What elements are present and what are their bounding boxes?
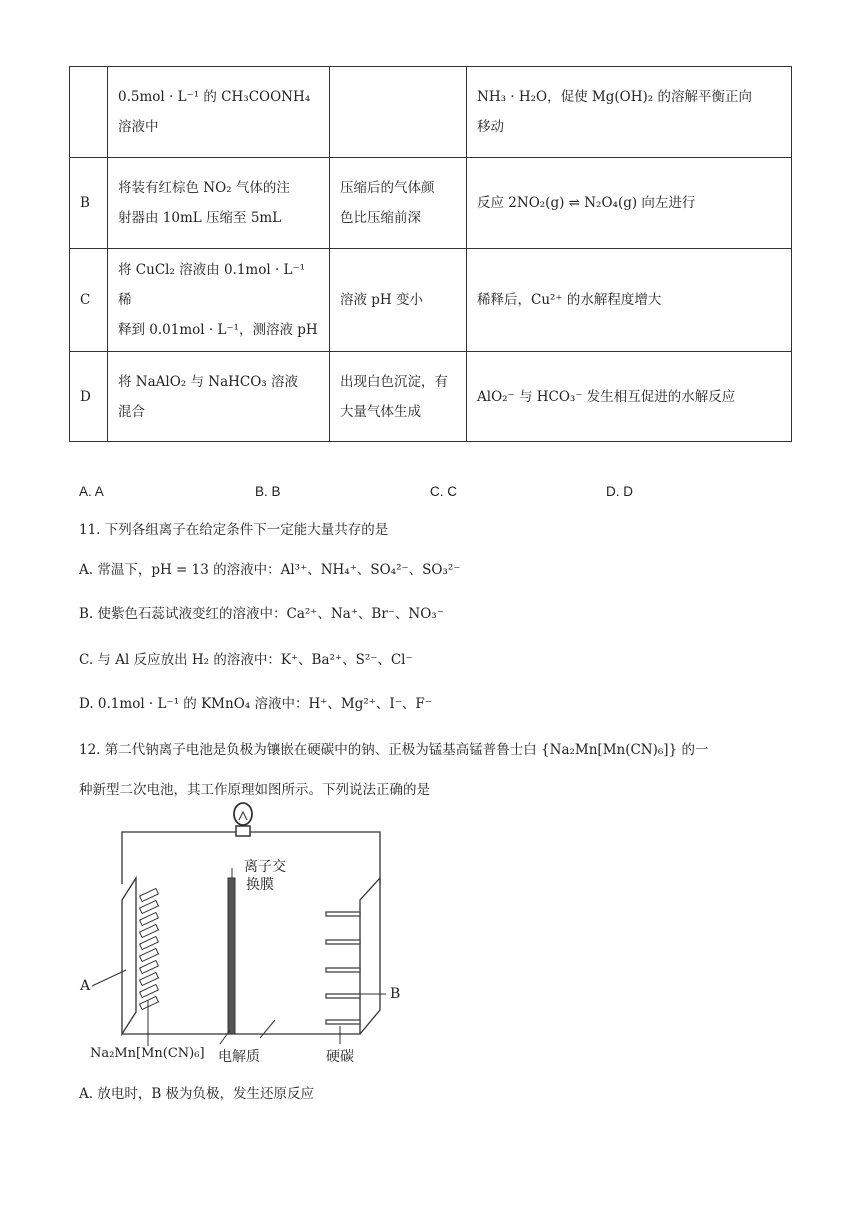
conclusion-cell: AlO₂⁻ 与 HCO₃⁻ 发生相互促进的水解反应 <box>467 352 792 442</box>
operation-line: 将装有红棕色 NO₂ 气体的注 <box>118 180 290 196</box>
conclusion-cell <box>467 67 792 158</box>
label-b: B <box>390 986 401 1002</box>
label-hard-carbon: 硬碳 <box>326 1049 354 1065</box>
operation-line: 射器由 10mL 压缩至 5mL <box>118 210 282 226</box>
conclusion-cell: 反应 2NO₂(g) ⇌ N₂O₄(g) 向左进行 <box>467 158 792 249</box>
table-row <box>70 67 792 158</box>
q11-option-d[interactable]: D. 0.1mol · L⁻¹ 的 KMnO₄ 溶液中：H⁺、Mg²⁺、I⁻、F⁻ <box>79 696 432 712</box>
phenomenon-cell <box>330 158 467 249</box>
option-c[interactable]: C. C <box>430 484 457 499</box>
operation-line: 将 CuCl₂ 溶液由 0.1mol · L⁻¹ 稀 <box>118 262 306 308</box>
operation-cell <box>108 352 330 442</box>
leader-line-electrolyte <box>220 1030 230 1044</box>
q11-option-a[interactable]: A. 常温下，pH = 13 的溶液中：Al³⁺、NH₄⁺、SO₄²⁻、SO₃²⁻ <box>79 562 461 578</box>
conclusion-line: NH₃ · H₂O，促使 Mg(OH)₂ 的溶解平衡正向 <box>477 89 752 105</box>
phenomenon-cell <box>330 67 467 158</box>
q12-stem-line2: 种新型二次电池，其工作原理如图所示。下列说法正确的是 <box>79 782 430 798</box>
phenomenon-line: 大量气体生成 <box>340 403 421 420</box>
conclusion-cell: 稀释后，Cu²⁺ 的水解程度增大 <box>467 249 792 352</box>
ion-exchange-membrane <box>228 878 235 1034</box>
row-label: D <box>70 352 108 442</box>
phenomenon-cell <box>330 352 467 442</box>
leader-line-a <box>92 970 126 986</box>
table-row <box>70 249 792 352</box>
option-a[interactable]: A. A <box>79 484 104 499</box>
option-d[interactable]: D. D <box>606 484 633 499</box>
q12-option-a[interactable]: A. 放电时，B 极为负极，发生还原反应 <box>79 1086 315 1102</box>
q11-stem: 11. 下列各组离子在给定条件下一定能大量共存的是 <box>79 522 389 538</box>
row-label: B <box>70 158 108 249</box>
row-label <box>70 67 108 158</box>
q12-stem-line1: 12. 第二代钠离子电池是负极为镶嵌在硬碳中的钠、正极为锰基高锰普鲁士白 {Na₂Mn[Mn(CN)₆]} 的一 <box>79 742 709 758</box>
q10-options <box>79 484 779 504</box>
operation-cell <box>108 158 330 249</box>
phenomenon-cell: 溶液 pH 变小 <box>330 249 467 352</box>
leader-line-electrolyte2 <box>260 1020 275 1038</box>
conclusion-line: 移动 <box>477 119 504 135</box>
battery-diagram <box>70 800 400 1070</box>
experiment-table <box>69 66 792 442</box>
phenomenon-line: 压缩后的气体颜 <box>340 180 435 196</box>
operation-cell <box>108 249 330 352</box>
electrolytic-cell <box>122 878 380 1034</box>
option-b[interactable]: B. B <box>255 484 281 499</box>
q11-option-b[interactable]: B. 使紫色石蕊试液变红的溶液中：Ca²⁺、Na⁺、Br⁻、NO₃⁻ <box>79 606 444 622</box>
phenomenon-line: 出现白色沉淀，有 <box>340 373 448 390</box>
row-label: C <box>70 249 108 352</box>
label-electrolyte: 电解质 <box>218 1049 260 1065</box>
operation-cell <box>108 67 330 158</box>
operation-line: 释到 0.01mol · L⁻¹，测溶液 pH <box>118 322 318 338</box>
table-row <box>70 158 792 249</box>
operation-line: 溶液中 <box>118 119 159 135</box>
operation-line: 将 NaAlO₂ 与 NaHCO₃ 溶液 <box>118 373 299 390</box>
bulb-icon <box>234 803 252 836</box>
anode-hard-carbon <box>326 912 360 1024</box>
cathode-particles <box>140 888 159 1009</box>
operation-line: 混合 <box>118 403 145 420</box>
q11-option-c[interactable]: C. 与 Al 反应放出 H₂ 的溶液中：K⁺、Ba²⁺、S²⁻、Cl⁻ <box>79 652 413 668</box>
label-a: A <box>80 978 91 994</box>
label-cathode-material: Na₂Mn[Mn(CN)₆] <box>90 1046 205 1061</box>
operation-line: 0.5mol · L⁻¹ 的 CH₃COONH₄ <box>118 89 311 105</box>
phenomenon-line: 色比压缩前深 <box>340 210 421 226</box>
table-row <box>70 352 792 442</box>
membrane-label: 离子交 换膜 <box>244 859 286 893</box>
